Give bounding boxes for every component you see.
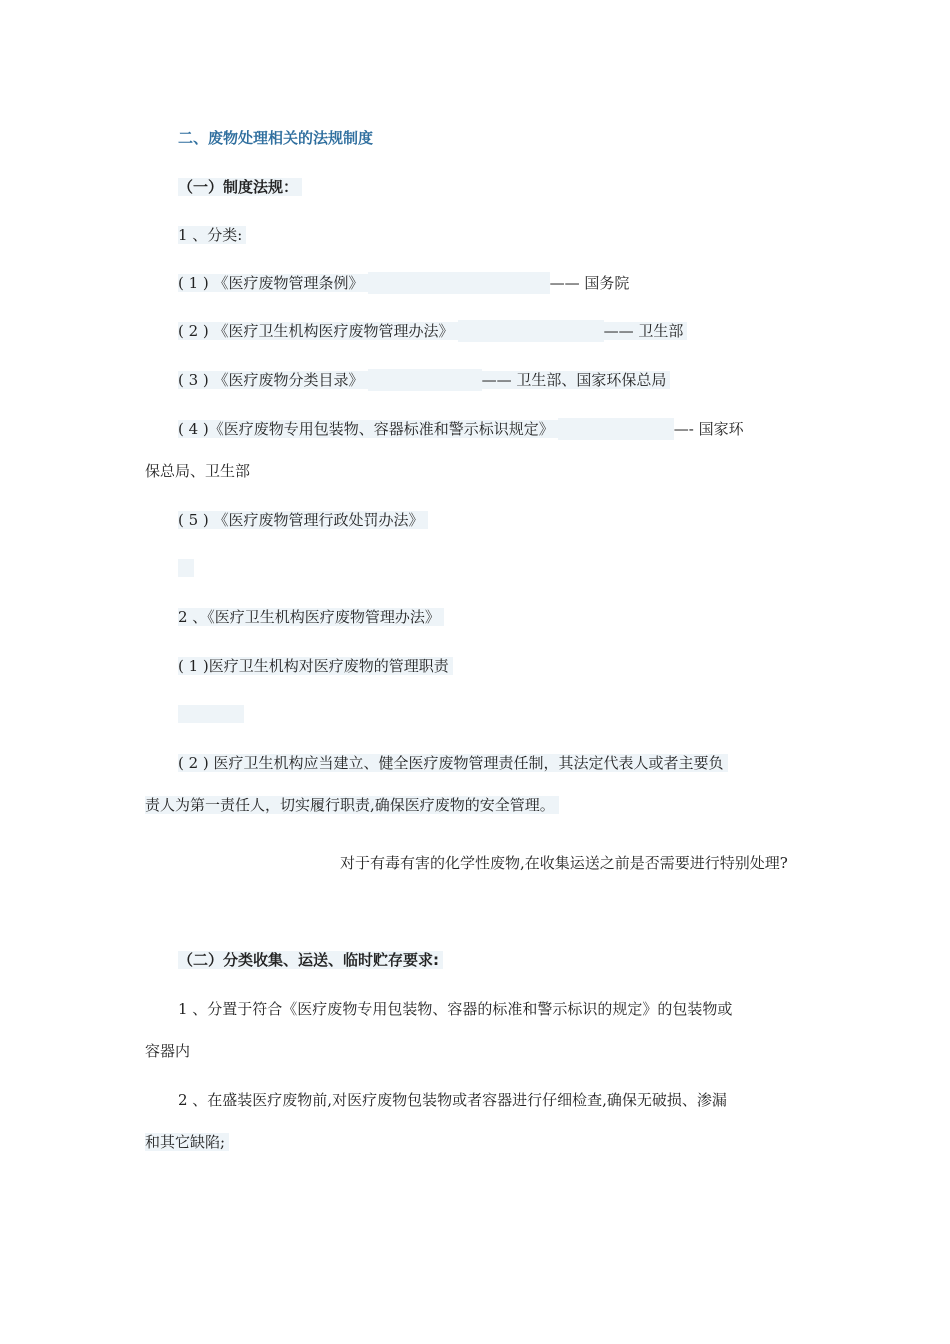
regulation-item — [178, 320, 687, 342]
regulation-name: ( 4 )《医疗废物专用包装物、容器标准和警示标识规定》 — [178, 420, 558, 438]
item-2-point-1: ( 1 )医疗卫生机构对医疗废物的管理职责 — [178, 657, 453, 675]
regulation-name: ( 1 ) 《医疗废物管理条例》 — [178, 274, 368, 292]
requirement-2-line-2: 和其它缺陷; — [145, 1133, 229, 1151]
highlight-blank — [178, 705, 244, 723]
subsection-heading-2: （二）分类收集、运送、临时贮存要求: — [178, 951, 443, 969]
item-2-point-2-line-2: 责人为第一责任人，切实履行职责,确保医疗废物的安全管理。 — [145, 796, 559, 814]
regulation-item — [178, 272, 629, 294]
question-text: 对于有毒有害的化学性废物,在收集运送之前是否需要进行特别处理? — [340, 854, 788, 872]
item-2-point-2-line-1: ( 2 ) 医疗卫生机构应当建立、健全医疗废物管理责任制，其法定代表人或者主要负 — [178, 754, 728, 772]
regulation-item — [178, 418, 744, 440]
regulation-name: ( 3 ) 《医疗废物分类目录》 — [178, 371, 368, 389]
requirement-1-line-2: 容器内 — [145, 1042, 191, 1060]
regulation-issuer: —- 国家环 — [673, 420, 744, 438]
regulation-issuer-continued: 保总局、卫生部 — [145, 462, 251, 480]
classification-label: 1 、分类: — [178, 226, 246, 244]
regulation-issuer: —— 卫生部 — [604, 322, 688, 340]
section-title: 二、废物处理相关的法规制度 — [178, 129, 374, 147]
requirement-2-line-1: 2 、在盛装医疗废物前,对医疗废物包装物或者容器进行仔细检查,确保无破损、渗漏 — [178, 1091, 727, 1109]
regulation-item — [178, 369, 670, 391]
item-2-label: 2 、《医疗卫生机构医疗废物管理办法》 — [178, 608, 444, 626]
subsection-heading-1: （一）制度法规： — [178, 178, 302, 196]
regulation-name: ( 5 ) 《医疗废物管理行政处罚办法》 — [178, 511, 428, 529]
regulation-item — [178, 509, 428, 531]
requirement-1-line-1: 1 、分置于符合《医疗废物专用包装物、容器的标准和警示标识的规定》的包装物或 — [178, 1000, 733, 1018]
highlight-blank — [178, 559, 194, 577]
regulation-name: ( 2 ) 《医疗卫生机构医疗废物管理办法》 — [178, 322, 458, 340]
regulation-issuer: —— 卫生部、国家环保总局 — [482, 371, 671, 389]
regulation-issuer: —— 国务院 — [549, 274, 630, 292]
